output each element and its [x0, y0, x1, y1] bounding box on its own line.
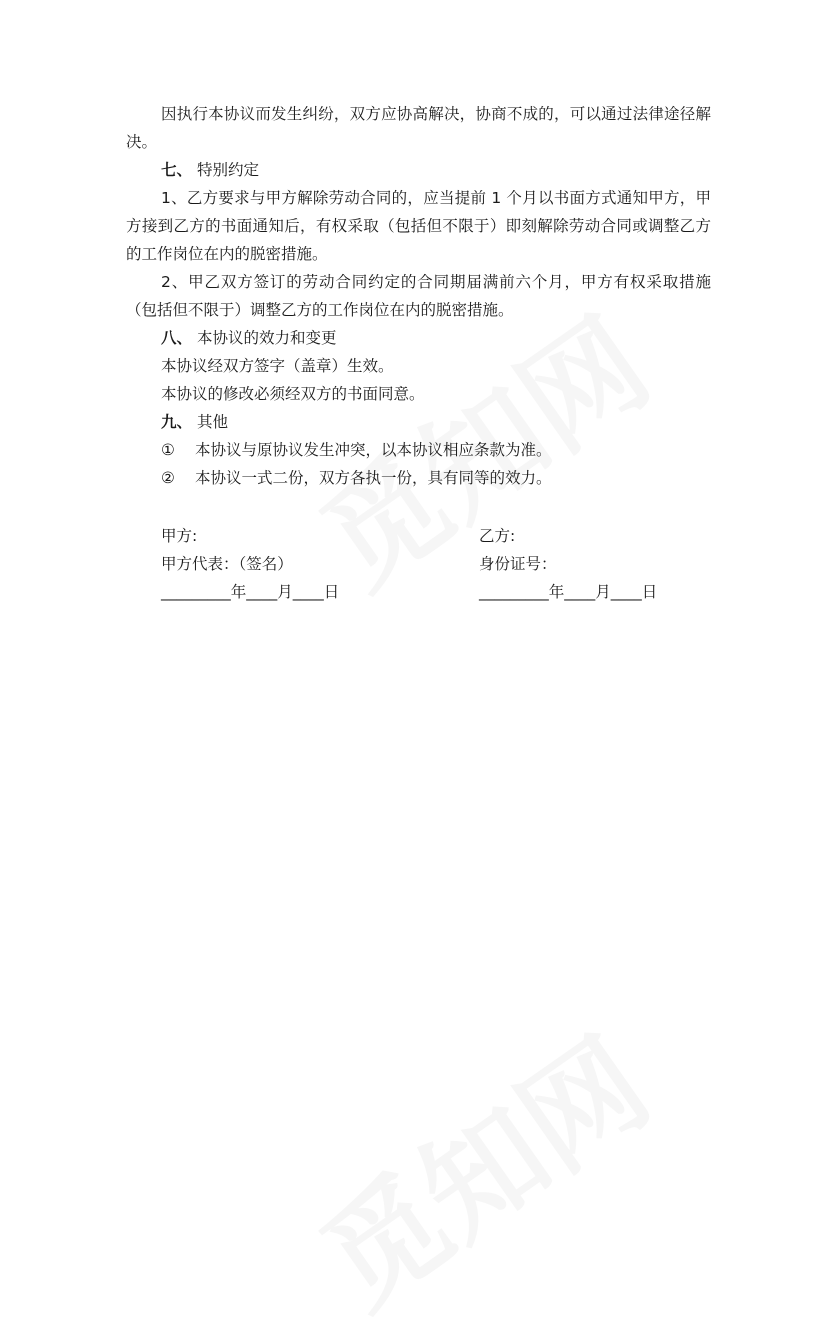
signature-block	[161, 522, 721, 606]
circled-number: ①	[161, 441, 175, 459]
section-title: 特别约定	[196, 161, 259, 179]
clause-8-1: 本协议经双方签字（盖章）生效。	[161, 357, 394, 375]
list-item	[126, 436, 711, 464]
signature-row	[161, 578, 721, 606]
clause-7-2: 2、甲乙双方签订的劳动合同约定的合同期届满前六个月，甲方有权采取措施（包括但不限于）调整乙方的工作岗位在内的脱密措施。	[126, 273, 711, 319]
section-number: 七、	[161, 161, 193, 179]
section-number: 九、	[161, 413, 193, 431]
party-a-representative: 甲方代表：（签名）	[161, 555, 293, 573]
clause-7-1: 1、乙方要求与甲方解除劳动合同的，应当提前 1 个月以书面方式通知甲方，甲方接到乙方的书面通知后，有权采取（包括但不限于）即刻解除劳动合同或调整乙方的工作岗位在内的脱密措施。	[126, 189, 711, 263]
party-b-id-number: 身份证号：	[479, 555, 557, 573]
signature-row	[161, 522, 721, 550]
section-heading-7	[126, 156, 711, 184]
section-number: 八、	[161, 329, 193, 347]
list-item	[126, 464, 711, 492]
section-title: 其他	[196, 413, 228, 431]
section-heading-9	[126, 408, 711, 436]
section-heading-8	[126, 324, 711, 352]
section-title: 本协议的效力和变更	[196, 329, 337, 347]
list-item-text: 本协议与原协议发生冲突，以本协议相应条款为准。	[195, 441, 552, 459]
party-a-label: 甲方:	[161, 527, 198, 545]
dispute-paragraph: 因执行本协议而发生纠纷，双方应协高解决，协商不成的，可以通过法律途径解决。	[126, 105, 711, 151]
watermark	[283, 992, 677, 1339]
document-body	[126, 100, 711, 492]
signature-row	[161, 550, 721, 578]
circled-number: ②	[161, 469, 175, 487]
party-a-date: _________年____月____日	[161, 583, 340, 601]
party-b-date: _________年____月____日	[479, 583, 658, 601]
party-b-label: 乙方:	[479, 527, 516, 545]
list-item-text: 本协议一式二份，双方各执一份，具有同等的效力。	[195, 469, 552, 487]
clause-8-2: 本协议的修改必须经双方的书面同意。	[161, 385, 425, 403]
